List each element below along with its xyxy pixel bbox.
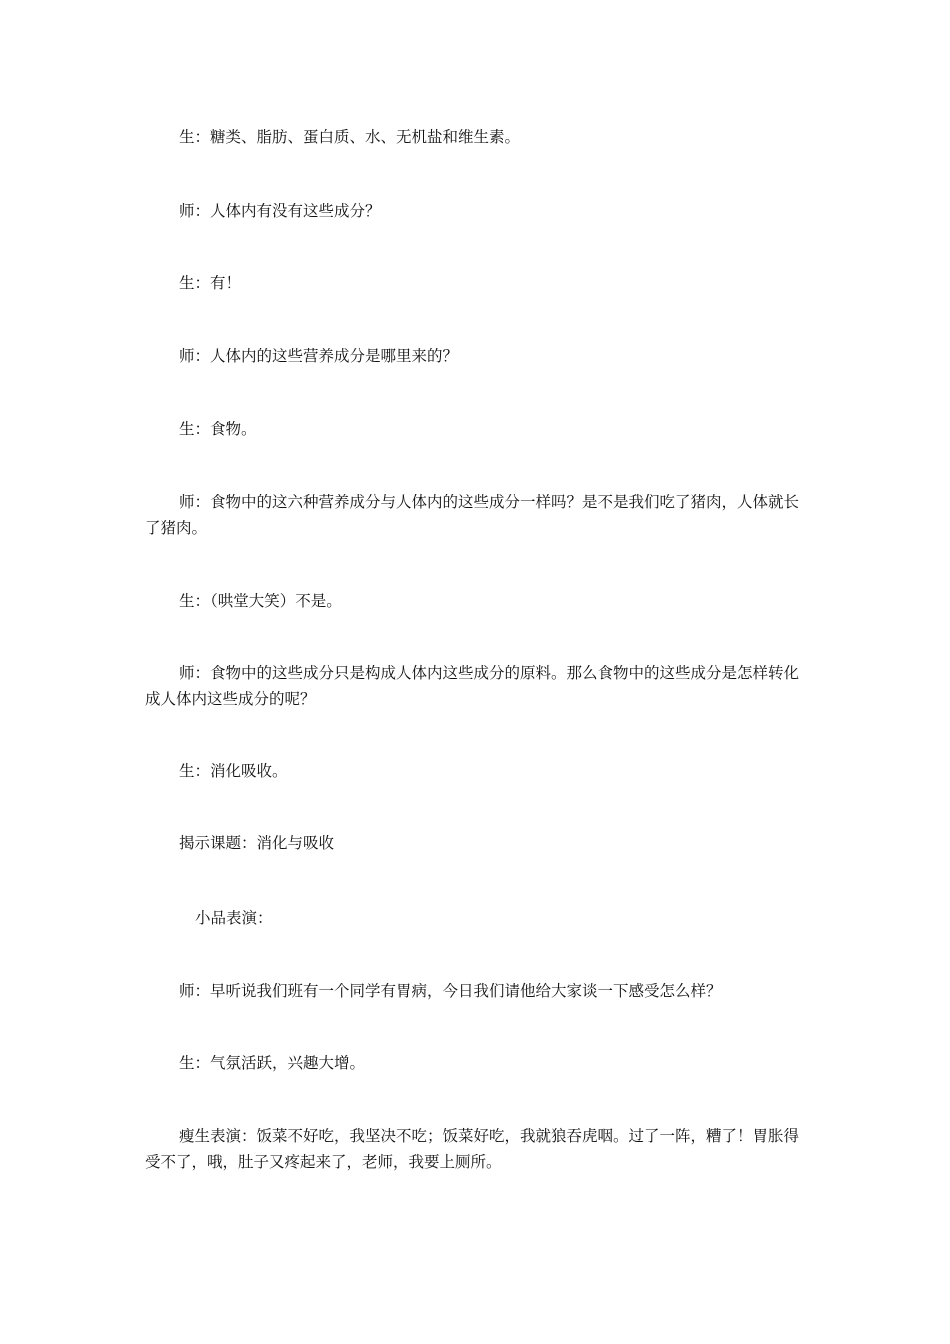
paragraph-student-atmosphere: 生：气氛活跃，兴趣大增。: [179, 1054, 366, 1072]
paragraph-thin-student-skit: 瘦生表演：饭菜不好吃，我坚决不吃；饭菜好吃，我就狼吞虎咽。过了一阵，糟了！胃胀得受不了，哦，肚子又疼起来了，老师，我要上厕所。: [145, 1127, 800, 1171]
paragraph-student-laugh: 生：（哄堂大笑）不是。: [179, 592, 342, 610]
paragraph-student-digestion: 生：消化吸收。: [179, 762, 288, 780]
paragraph-teacher-stomach: 师：早听说我们班有一个同学有胃病，今日我们请他给大家谈一下感受怎么样？: [179, 982, 722, 1000]
paragraph-student-food: 生：食物。: [179, 420, 257, 438]
paragraph-teacher-question-body: 师：人体内有没有这些成分？: [179, 202, 381, 220]
paragraph-skit-heading: 小品表演：: [195, 909, 273, 927]
paragraph-student-nutrients: 生：糖类、脂肪、蛋白质、水、无机盐和维生素。: [179, 128, 521, 146]
paragraph-teacher-question-source: 师：人体内的这些营养成分是哪里来的？: [179, 347, 459, 365]
paragraph-student-yes: 生：有！: [179, 274, 242, 292]
paragraph-teacher-question-same: 师：食物中的这六种营养成分与人体内的这些成分一样吗？是不是我们吃了猪肉，人体就长了猪肉。: [145, 493, 800, 537]
paragraph-teacher-raw-materials: 师：食物中的这些成分只是构成人体内这些成分的原料。那么食物中的这些成分是怎样转化成人体内这些成分的呢？: [145, 664, 800, 708]
paragraph-topic-reveal: 揭示课题：消化与吸收: [179, 834, 335, 852]
